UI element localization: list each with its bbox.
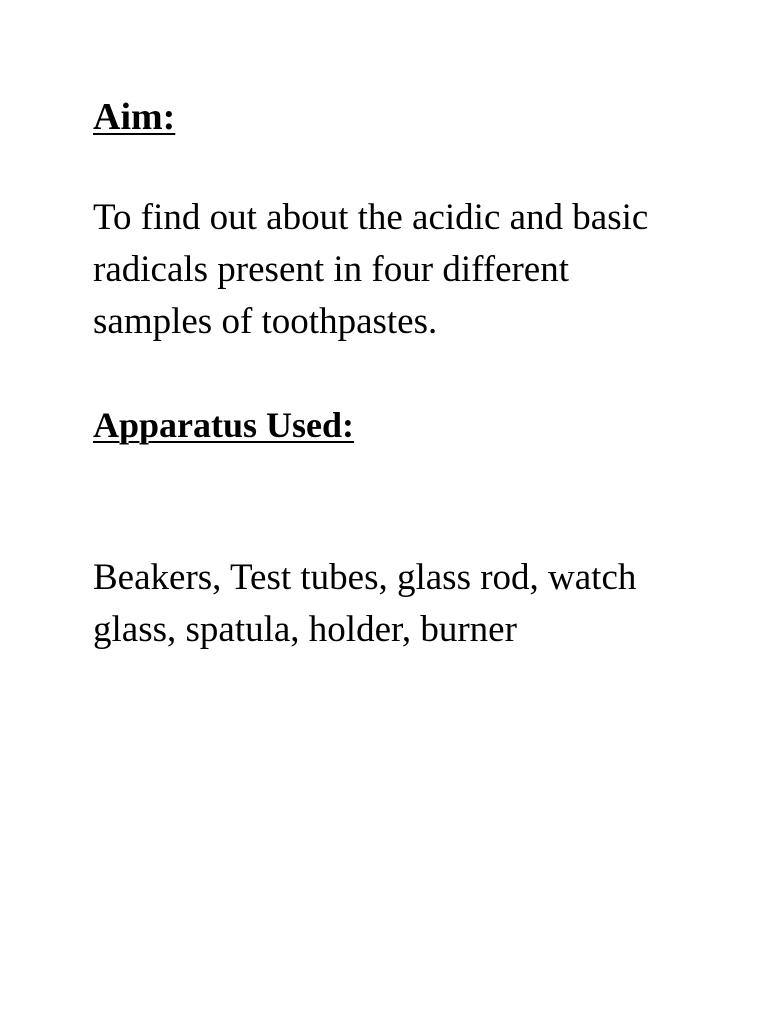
apparatus-line: Beakers, Test tubes, glass rod, watch	[93, 557, 637, 598]
aim-line: radicals present in four different	[93, 249, 570, 290]
aim-line: To find out about the acidic and basic	[93, 197, 649, 238]
apparatus-line: glass, spatula, holder, burner	[93, 609, 517, 650]
aim-line: samples of toothpastes.	[93, 301, 438, 342]
aim-paragraph	[93, 192, 733, 348]
apparatus-paragraph	[93, 552, 733, 656]
apparatus-heading: Apparatus Used:	[93, 405, 355, 445]
aim-heading: Aim:	[93, 96, 176, 138]
